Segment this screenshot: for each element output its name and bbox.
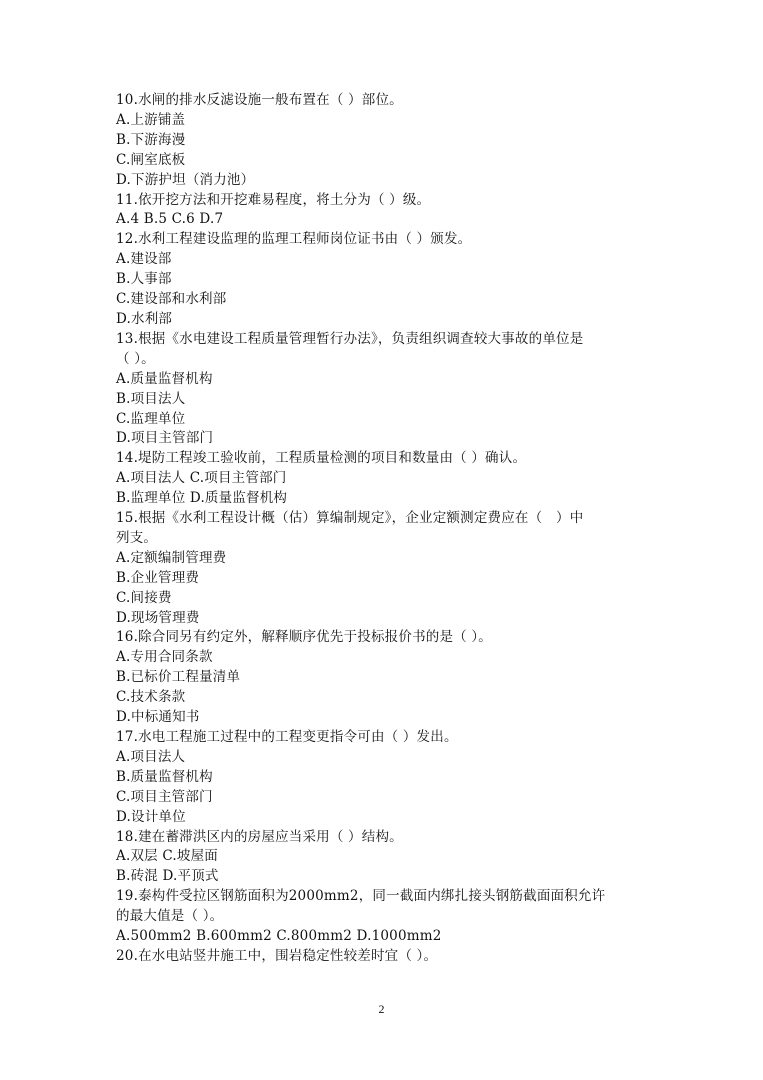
option-line: D.设计单位: [116, 808, 186, 825]
option-line: B.人事部: [116, 271, 172, 288]
option-line: A.双层 C.坡屋面: [116, 848, 218, 865]
question-16: 16.除合同另有约定外，解释顺序优先于投标报价书的是（ ）。: [116, 629, 493, 646]
question-14: 14.堤防工程竣工验收前，工程质量检测的项目和数量由（ ）确认。: [116, 450, 527, 467]
question-13-continued: （ ）。: [116, 350, 155, 367]
question-13: 13.根据《水电建设工程质量管理暂行办法》，负责组织调查较大事故的单位是: [116, 330, 584, 347]
option-line: A.项目法人 C.项目主管部门: [116, 470, 287, 487]
option-line: A.4 B.5 C.6 D.7: [116, 211, 224, 228]
option-line: B.已标价工程量清单: [116, 669, 241, 686]
option-line: A.定额编制管理费: [116, 549, 227, 566]
option-line: D.现场管理费: [116, 609, 200, 626]
option-line: D.项目主管部门: [116, 430, 214, 447]
option-line: B.砖混 D.平顶式: [116, 868, 219, 885]
page-number: 2: [378, 1002, 385, 1016]
option-line: A.500mm2 B.600mm2 C.800mm2 D.1000mm2: [116, 928, 442, 945]
question-15-continued: 列支。: [116, 529, 158, 546]
option-line: A.质量监督机构: [116, 370, 213, 387]
option-line: A.专用合同条款: [116, 649, 213, 666]
option-line: A.上游铺盖: [116, 111, 186, 128]
option-line: B.监理单位 D.质量监督机构: [116, 490, 288, 507]
option-line: C.间接费: [116, 589, 172, 606]
option-line: D.下游护坦（消力池）: [116, 171, 255, 188]
option-line: C.建设部和水利部: [116, 291, 227, 308]
question-20: 20.在水电站竖井施工中，围岩稳定性较差时宜（ ）。: [116, 947, 438, 964]
question-18: 18.建在蓄滞洪区内的房屋应当采用（ ）结构。: [116, 828, 403, 845]
option-line: D.中标通知书: [116, 709, 200, 726]
question-17: 17.水电工程施工过程中的工程变更指令可由（ ）发出。: [116, 729, 458, 745]
option-line: C.技术条款: [116, 689, 186, 706]
option-line: C.监理单位: [116, 410, 186, 427]
option-line: B.下游海漫: [116, 131, 186, 148]
option-line: B.企业管理费: [116, 569, 200, 586]
question-15: 15.根据《水利工程设计概（估）算编制规定》，企业定额测定费应在（ ）中: [116, 510, 584, 527]
question-19: 19.泰构件受拉区钢筋面积为2000mm2，同一截面内绑扎接头钢筋截面面积允许: [116, 888, 606, 905]
option-line: B.质量监督机构: [116, 768, 213, 785]
option-line: C.项目主管部门: [116, 788, 213, 805]
option-line: C.闸室底板: [116, 151, 186, 168]
question-19-continued: 的最大值是（ ）。: [116, 908, 224, 925]
question-11: 11.依开挖方法和开挖难易程度，将土分为（ ）级。: [116, 191, 431, 208]
option-line: A.建设部: [116, 251, 172, 268]
option-line: A.项目法人: [116, 748, 186, 765]
question-10: 10.水闸的排水反滤设施一般布置在（ ）部位。: [116, 92, 403, 108]
option-line: B.项目法人: [116, 390, 186, 407]
question-12: 12.水利工程建设监理的监理工程师岗位证书由（ ）颁发。: [116, 231, 472, 248]
option-line: D.水利部: [116, 310, 173, 327]
document-body: [116, 91, 656, 967]
